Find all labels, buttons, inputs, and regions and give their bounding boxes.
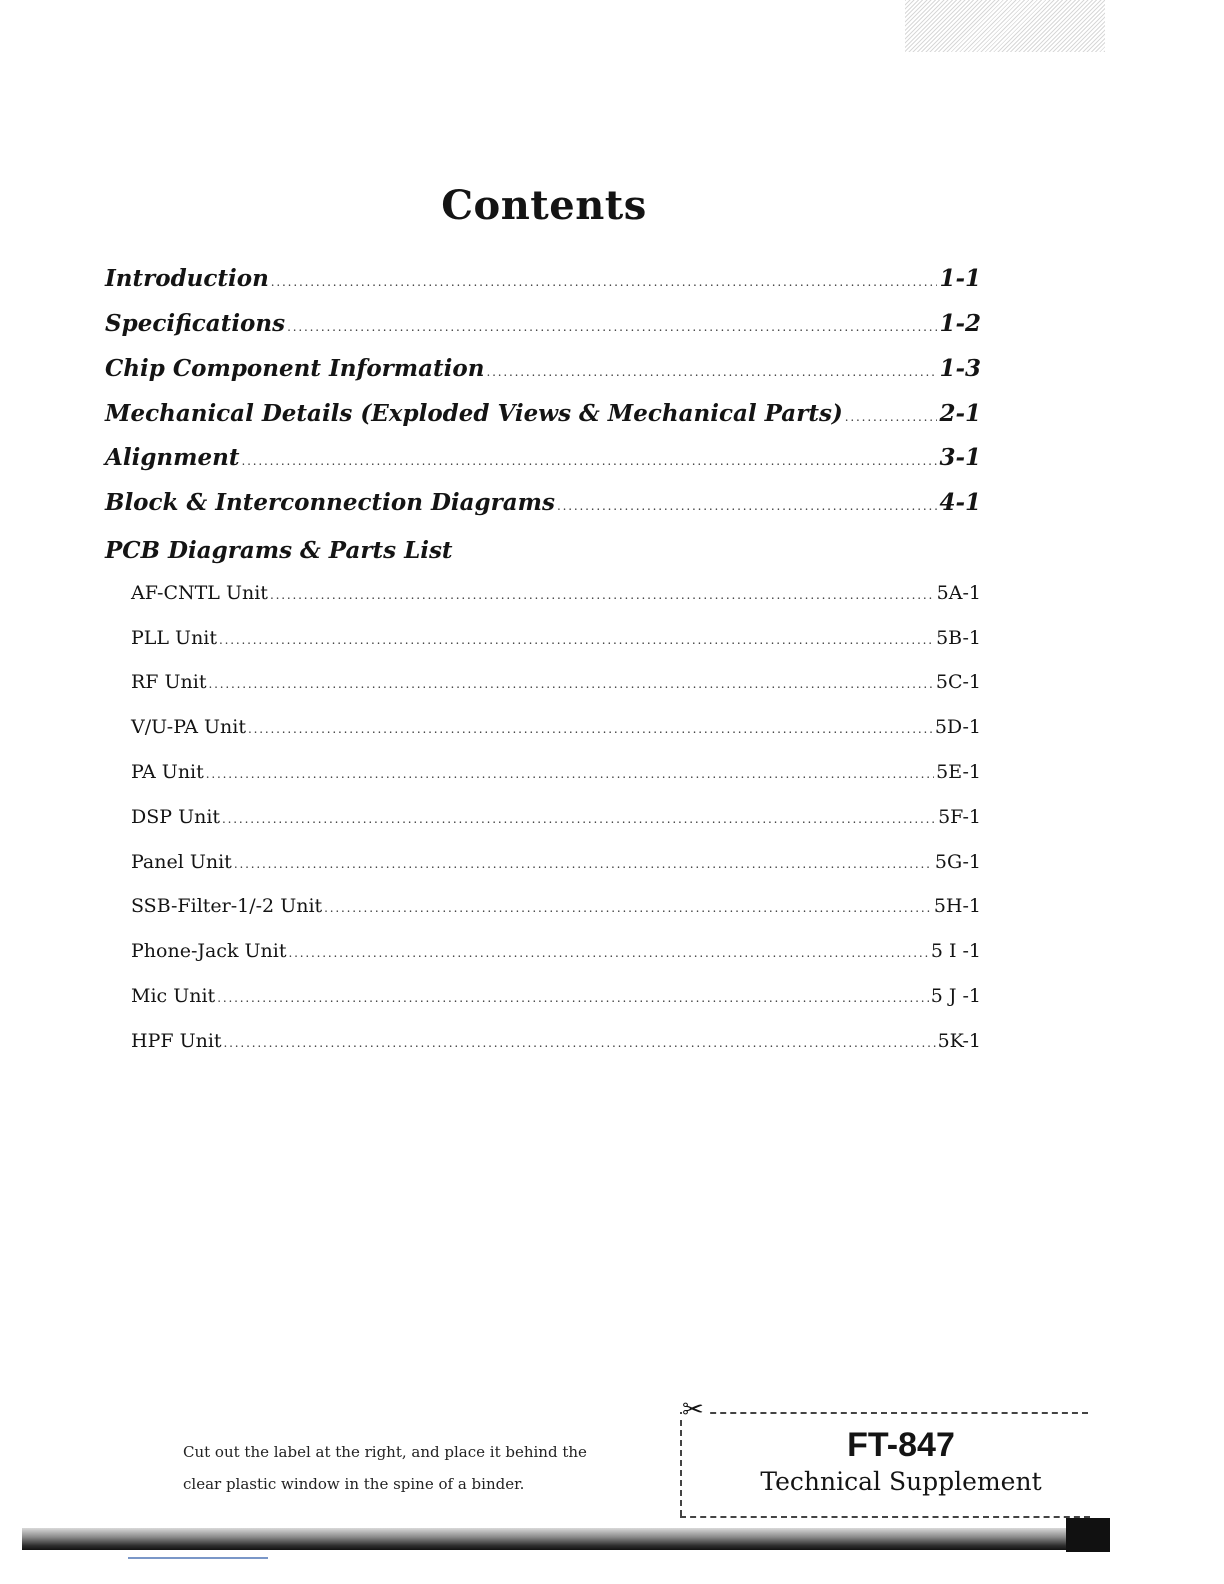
toc-entry-label: Alignment — [105, 444, 240, 471]
dot-leader — [486, 356, 937, 382]
toc-entry-page: 1-1 — [939, 265, 981, 292]
toc-entry-page: 5B-1 — [936, 627, 981, 649]
toc-entry-label: Introduction — [105, 265, 269, 292]
toc-subentry-mic[interactable] — [131, 985, 981, 1019]
dot-leader — [206, 761, 934, 783]
toc-subentry-phone-jack[interactable] — [131, 940, 981, 974]
toc-entry-chip-component[interactable] — [105, 355, 981, 395]
instructions-line-2: clear plastic window in the spine of a binder. — [183, 1475, 525, 1493]
toc-entry-page: 2-1 — [939, 400, 981, 427]
scan-artifact-bottom-end — [1066, 1518, 1110, 1552]
toc-entry-block-diagrams[interactable] — [105, 489, 981, 529]
dot-leader — [217, 985, 929, 1007]
toc-entry-page: 4-1 — [939, 489, 981, 516]
toc-entry-label: RF Unit — [131, 671, 207, 693]
toc-entry-page: 5 J -1 — [930, 985, 981, 1007]
toc-subentry-rf[interactable] — [131, 671, 981, 705]
page-title: Contents — [441, 182, 647, 229]
dot-leader — [324, 895, 932, 917]
toc-entry-label: HPF Unit — [131, 1030, 222, 1052]
dot-leader — [209, 671, 934, 693]
toc-entry-label: Chip Component Information — [105, 355, 485, 382]
dot-leader — [845, 401, 938, 427]
toc-entry-label: Mechanical Details (Exploded Views & Mechanical Parts) — [105, 400, 843, 427]
toc-entry-specifications[interactable] — [105, 310, 981, 350]
toc-entry-page: 5C-1 — [935, 671, 981, 693]
toc-entry-label: Block & Interconnection Diagrams — [105, 489, 555, 516]
spine-label-model: FT-847 — [847, 1426, 955, 1464]
toc-entry-label: Mic Unit — [131, 985, 216, 1007]
spine-label-subtitle: Technical Supplement — [760, 1467, 1042, 1496]
toc-subentry-panel[interactable] — [131, 851, 981, 885]
toc-entry-label: SSB-Filter-1/-2 Unit — [131, 895, 323, 917]
scissors-icon: ✂ — [682, 1397, 707, 1423]
toc-entry-page: 5K-1 — [937, 1030, 981, 1052]
toc-subentry-vu-pa[interactable] — [131, 716, 981, 750]
dot-leader — [222, 806, 936, 828]
toc-entry-page: 5F-1 — [938, 806, 981, 828]
toc-entry-page: 5A-1 — [936, 582, 981, 604]
toc-entry-label: Specifications — [105, 310, 286, 337]
toc-entry-page: 5G-1 — [934, 851, 981, 873]
cut-instructions — [183, 1436, 623, 1500]
dot-leader — [288, 940, 928, 962]
scan-artifact-bottom — [22, 1528, 1110, 1550]
toc-entry-label: V/U-PA Unit — [131, 716, 246, 738]
dot-leader — [287, 311, 937, 337]
cut-line-left — [680, 1420, 682, 1516]
scan-artifact-line — [128, 1557, 268, 1559]
instructions-line-1: Cut out the label at the right, and place it behind the — [183, 1443, 587, 1461]
toc-entry-page: 5E-1 — [936, 761, 981, 783]
cut-line-top — [680, 1412, 1088, 1414]
toc-subentry-ssb-filter[interactable] — [131, 895, 981, 929]
toc-entry-label: Panel Unit — [131, 851, 232, 873]
dot-leader — [234, 851, 933, 873]
scan-artifact-top — [905, 0, 1105, 52]
dot-leader — [557, 490, 938, 516]
toc-subentry-dsp[interactable] — [131, 806, 981, 840]
toc-subentry-pa[interactable] — [131, 761, 981, 795]
toc-entry-label: PA Unit — [131, 761, 204, 783]
dot-leader — [270, 582, 935, 604]
toc-entry-label: PLL Unit — [131, 627, 218, 649]
toc-subentry-hpf[interactable] — [131, 1030, 981, 1064]
cut-line-bottom — [680, 1516, 1090, 1518]
toc-entry-label: Phone-Jack Unit — [131, 940, 287, 962]
toc-entry-page: 3-1 — [939, 444, 981, 471]
toc-entry-page: 5 I -1 — [930, 940, 981, 962]
toc-entry-page: 5D-1 — [934, 716, 981, 738]
toc-entry-page: 1-3 — [939, 355, 981, 382]
dot-leader — [241, 445, 937, 471]
dot-leader — [219, 627, 934, 649]
dot-leader — [224, 1030, 936, 1052]
toc-entry-label: DSP Unit — [131, 806, 221, 828]
toc-entry-mechanical-details[interactable] — [105, 400, 981, 440]
dot-leader — [271, 266, 938, 292]
toc-subentry-af-cntl[interactable] — [131, 582, 981, 616]
toc-entry-page: 5H-1 — [933, 895, 981, 917]
dot-leader — [248, 716, 933, 738]
toc-entry-label: AF-CNTL Unit — [131, 582, 268, 604]
toc-entry-introduction[interactable] — [105, 265, 981, 305]
toc-subentry-pll[interactable] — [131, 627, 981, 661]
toc-entry-page: 1-2 — [939, 310, 981, 337]
pcb-section-heading: PCB Diagrams & Parts List — [105, 537, 453, 564]
toc-entry-alignment[interactable] — [105, 444, 981, 484]
